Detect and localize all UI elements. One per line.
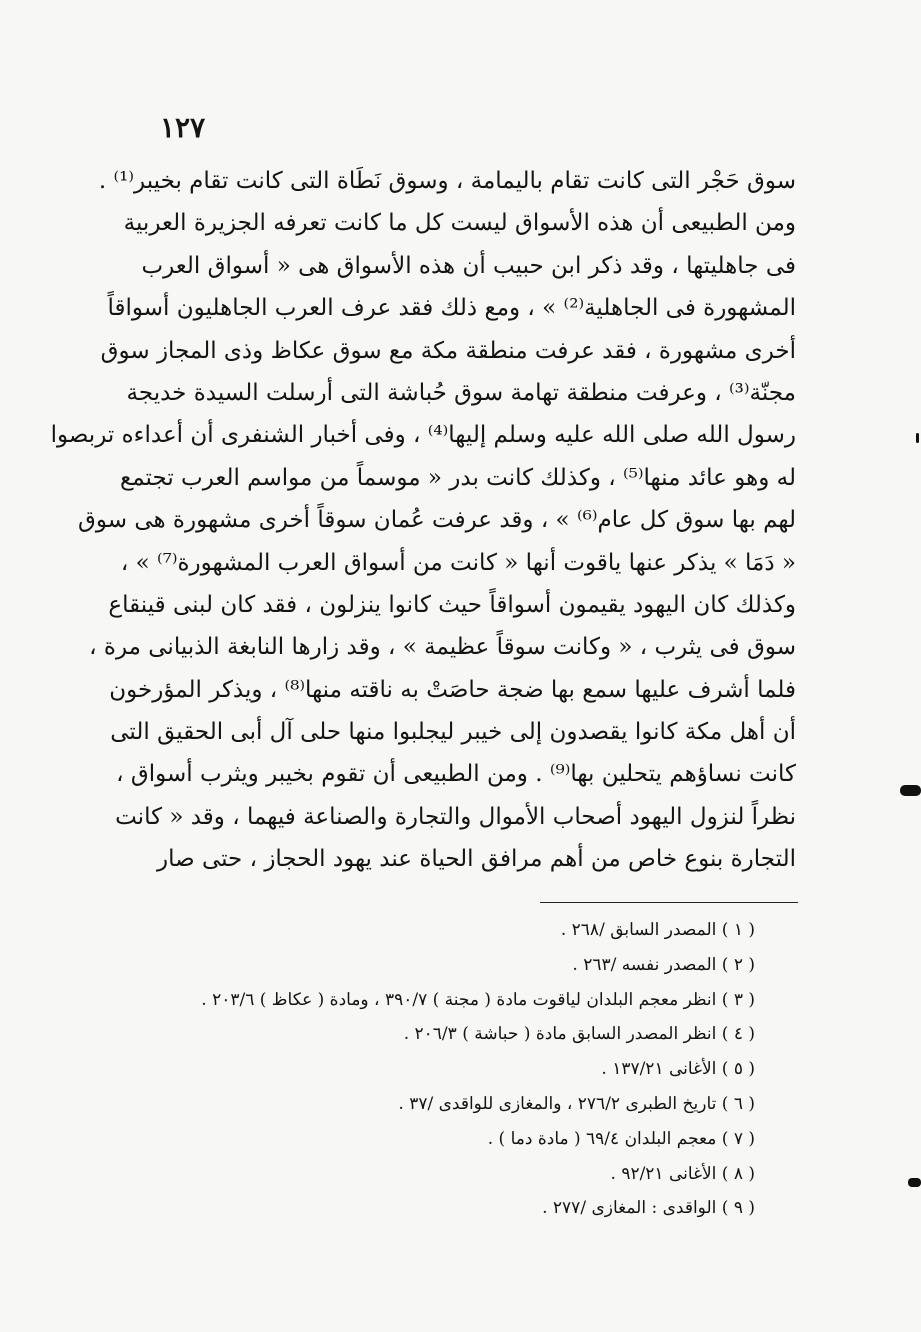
scan-mark: [900, 785, 921, 796]
page-number: ١٢٧: [160, 111, 206, 144]
footnote-item: ( ١ ) المصدر السابق /٢٦٨ .: [560, 920, 755, 940]
text-line: التجارة بنوع خاص من أهم مرافق الحياة عند يهود الحجاز ، حتى صار: [156, 846, 796, 873]
footnote-item: ( ٨ ) الأغانى ٩٢/٢١ .: [610, 1163, 755, 1184]
text-line: مجنّة⁽³⁾ ، وعرفت منطقة تهامة سوق حُباشة التى أرسلت السيدة خديجة: [126, 379, 796, 406]
footnote-item: ( ٥ ) الأغانى ١٣٧/٢١ .: [601, 1059, 755, 1080]
text-line: أن أهل مكة كانوا يقصدون إلى خيبر ليجلبوا منها حلى آل أبى الحقيق التى: [110, 719, 796, 746]
text-line: سوق فى يثرب ، « وكانت سوقاً عظيمة » ، وقد زارها النابغة الذبيانى مرة ،: [89, 634, 796, 661]
footnote-item: ( ٩ ) الواقدى : المغازى /٢٧٧ .: [542, 1198, 755, 1219]
text-line: سوق حَجْر التى كانت تقام باليمامة ، وسوق نَطَاة التى كانت تقام بخيبر⁽¹⁾ .: [98, 168, 796, 194]
text-line: فى جاهليتها ، وقد ذكر ابن حبيب أن هذه الأسواق هى « أسواق العرب: [141, 252, 796, 279]
text-line: فلما أشرف عليها سمع بها ضجة حاصَتْ به ناقته منها⁽⁸⁾ ، ويذكر المؤرخون: [109, 676, 796, 703]
text-line: المشهورة فى الجاهلية⁽²⁾ » ، ومع ذلك فقد عرف العرب الجاهليون أسواقاً: [107, 295, 796, 322]
text-line: لهم بها سوق كل عام⁽⁶⁾ » ، وقد عرفت عُمان سوقاً أخرى مشهورة هى سوق: [78, 507, 796, 534]
footnote-separator: [540, 902, 798, 903]
text-line: « دَمَا » يذكر عنها ياقوت أنها « كانت من أسواق العرب المشهورة⁽⁷⁾ » ،: [120, 549, 796, 576]
text-line: رسول الله صلى الله عليه وسلم إليها⁽⁴⁾ ، وفى أخبار الشنفرى أن أعداءه تربصوا: [50, 422, 796, 449]
text-line: نظراً لنزول اليهود أصحاب الأموال والتجارة والصناعة فيهما ، وقد « كانت: [115, 803, 796, 830]
footnotes: [150, 913, 755, 1226]
scan-mark: [908, 1178, 921, 1187]
text-line: كانت نساؤهم يتحلين بها⁽⁹⁾ . ومن الطبيعى أن تقوم بخيبر ويثرب أسواق ،: [116, 761, 796, 788]
footnote-item: ( ٣ ) انظر معجم البلدان لياقوت مادة ( مجنة ) ٣٩٠/٧ ، ومادة ( عكاظ ) ٢٠٣/٦ .: [201, 989, 755, 1010]
footnote-item: ( ٤ ) انظر المصدر السابق مادة ( حباشة ) ٢٠٦/٣ .: [403, 1024, 755, 1045]
scan-mark: [916, 433, 919, 443]
text-line: وكذلك كان اليهود يقيمون أسواقاً حيث كانوا ينزلون ، فقد كان لبنى قينقاع: [108, 591, 796, 618]
footnote-item: ( ٦ ) تاريخ الطبرى ٢٧٦/٢ ، والمغازى للواقدى /٣٧ .: [398, 1093, 755, 1114]
footnote-item: ( ٢ ) المصدر نفسه /٢٦٣ .: [572, 954, 755, 975]
main-text: [50, 160, 796, 881]
text-line: له وهو عائد منها⁽⁵⁾ ، وكذلك كانت بدر « موسماً من مواسم العرب تجتمع: [120, 464, 796, 491]
text-line: أخرى مشهورة ، فقد عرفت منطقة مكة مع سوق عكاظ وذى المجاز سوق: [100, 337, 796, 364]
text-line: ومن الطبيعى أن هذه الأسواق ليست كل ما كانت تعرفه الجزيرة العربية: [123, 210, 796, 237]
footnote-item: ( ٧ ) معجم البلدان ٦٩/٤ ( مادة دما ) .: [487, 1128, 755, 1149]
